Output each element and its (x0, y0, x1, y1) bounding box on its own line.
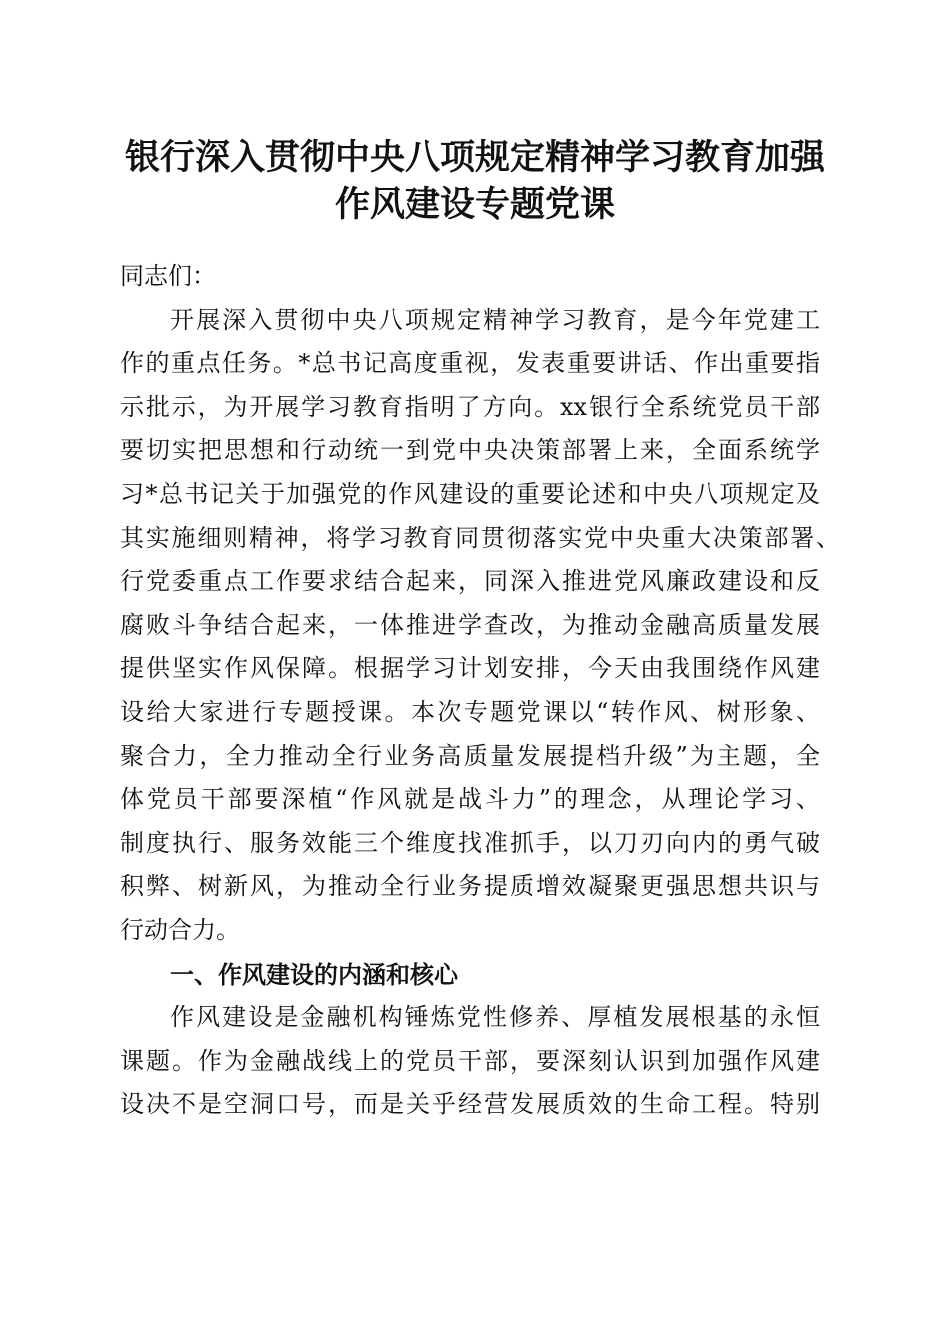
paragraph-line: 提供坚实作风保障。根据学习计划安排，今天由我围绕作风建 (120, 654, 820, 683)
paragraph-line: 要切实把思想和行动统一到党中央决策部署上来，全面系统学 (120, 436, 820, 465)
salutation: 同志们： (120, 262, 216, 290)
paragraph-line: 聚合力，全力推动全行业务高质量发展提档升级”为主题，全 (120, 741, 820, 770)
paragraph-line: 开展深入贯彻中央八项规定精神学习教育，是今年党建工 (170, 305, 820, 334)
paragraph-line: 行动合力。 (120, 915, 240, 944)
paragraph-line: 作风建设是金融机构锤炼党性修养、厚植发展根基的永恒 (170, 1003, 820, 1032)
document-title-line-1: 银行深入贯彻中央八项规定精神学习教育加强 (124, 137, 825, 178)
paragraph-line: 积弊、树新风，为推动全行业务提质增效凝聚更强思想共识与 (120, 872, 820, 901)
document-body (120, 255, 840, 1127)
paragraph-line: 设给大家进行专题授课。本次专题党课以“转作风、树形象、 (120, 697, 820, 726)
paragraph-line: 腐败斗争结合起来，一体推进学查改，为推动金融高质量发展 (120, 610, 820, 639)
paragraph-line: 作的重点任务。*总书记高度重视，发表重要讲话、作出重要指 (120, 349, 820, 378)
paragraph-line: 行党委重点工作要求结合起来，同深入推进党风廉政建设和反 (120, 567, 820, 596)
section-heading: 一、作风建设的内涵和核心 (170, 959, 458, 989)
paragraph-line: 体党员干部要深植“作风就是战斗力”的理念，从理论学习、 (120, 785, 820, 814)
paragraph-line: 课题。作为金融战线上的党员干部，要深刻认识到加强作风建 (120, 1046, 820, 1075)
paragraph-line: 习*总书记关于加强党的作风建设的重要论述和中央八项规定及 (120, 479, 820, 508)
paragraph-line: 制度执行、服务效能三个维度找准抓手，以刀刃向内的勇气破 (120, 828, 820, 857)
paragraph-line: 设决不是空洞口号，而是关乎经营发展质效的生命工程。特别 (120, 1090, 820, 1119)
document-title-line-2: 作风建设专题党课 (334, 184, 615, 225)
paragraph-line: 其实施细则精神，将学习教育同贯彻落实党中央重大决策部署、 (120, 523, 840, 552)
paragraph-line: 示批示，为开展学习教育指明了方向。xx银行全系统党员干部 (120, 392, 820, 421)
